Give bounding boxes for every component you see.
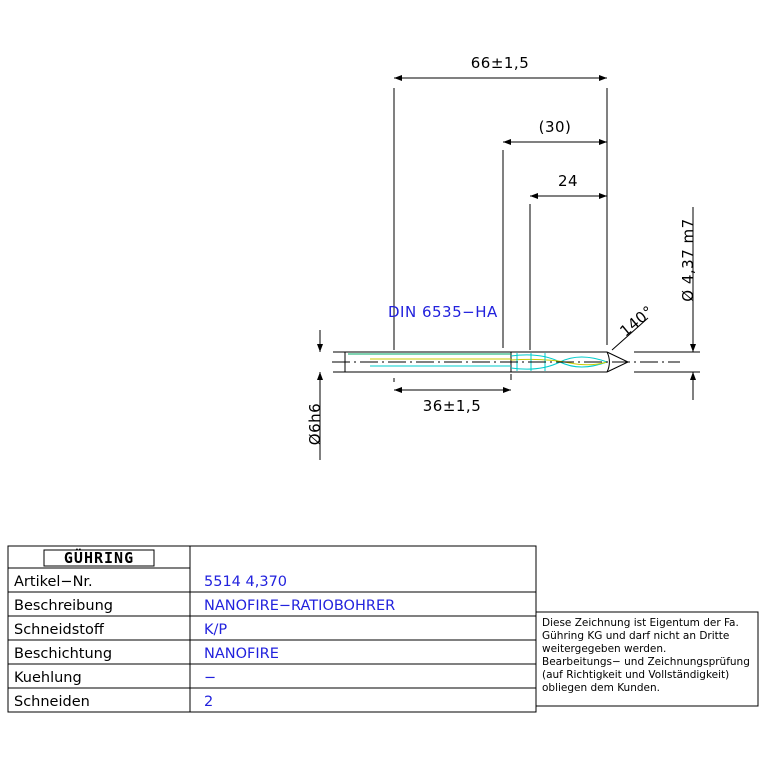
dim-point-angle-label: 140°	[616, 302, 658, 341]
title-row-label-2: Schneidstoff	[14, 622, 104, 638]
legal-note-block	[536, 612, 758, 706]
dim-shank-length-label: 36±1,5	[422, 397, 482, 415]
company-logo-text: GÜHRING	[63, 549, 135, 567]
helix-curve-2	[511, 357, 607, 369]
dim-flute-ref-length-label: (30)	[538, 118, 572, 136]
note-line-4: (auf Richtigkeit und Vollständigkeit)	[542, 669, 730, 681]
title-row-value-0: 5514 4,370	[204, 574, 288, 590]
annotation-shank-standard	[388, 303, 498, 321]
dim-flute-length-label: 24	[557, 172, 579, 190]
title-row-label-4: Kuehlung	[14, 670, 82, 686]
title-row-label-3: Beschichtung	[14, 646, 113, 662]
title-row-label-1: Beschreibung	[14, 598, 113, 614]
note-line-1: Gühring KG und darf nicht an Dritte	[542, 630, 730, 642]
tool-geometry	[332, 352, 680, 372]
title-row-value-1: NANOFIRE−RATIOBOHRER	[204, 598, 396, 614]
title-row-value-3: NANOFIRE	[204, 646, 279, 662]
note-line-5: obliegen dem Kunden.	[542, 682, 660, 694]
dim-shank-diameter	[306, 330, 345, 460]
note-line-0: Diese Zeichnung ist Eigentum der Fa.	[542, 617, 739, 629]
title-row-label-5: Schneiden	[14, 694, 90, 710]
dim-overall-length-label: 66±1,5	[470, 54, 530, 72]
title-row-value-5: 2	[204, 694, 214, 710]
shank-standard-label: DIN 6535−HA	[388, 303, 498, 321]
title-row-value-4: −	[204, 670, 217, 686]
note-line-2: weitergegeben werden.	[542, 643, 667, 655]
dim-cutting-diameter-label: Ø 4,37 m7	[679, 218, 697, 302]
dim-shank-length	[394, 374, 511, 415]
dim-shank-diameter-label: Ø6h6	[306, 402, 324, 446]
dim-flute-ref-length	[503, 118, 607, 348]
title-block	[8, 546, 536, 712]
dim-point-angle	[612, 302, 657, 350]
title-row-label-0: Artikel−Nr.	[14, 574, 93, 590]
title-row-value-2: K/P	[204, 622, 228, 638]
dim-flute-length	[530, 172, 607, 350]
note-line-3: Bearbeitungs− und Zeichnungsprüfung	[542, 656, 750, 668]
